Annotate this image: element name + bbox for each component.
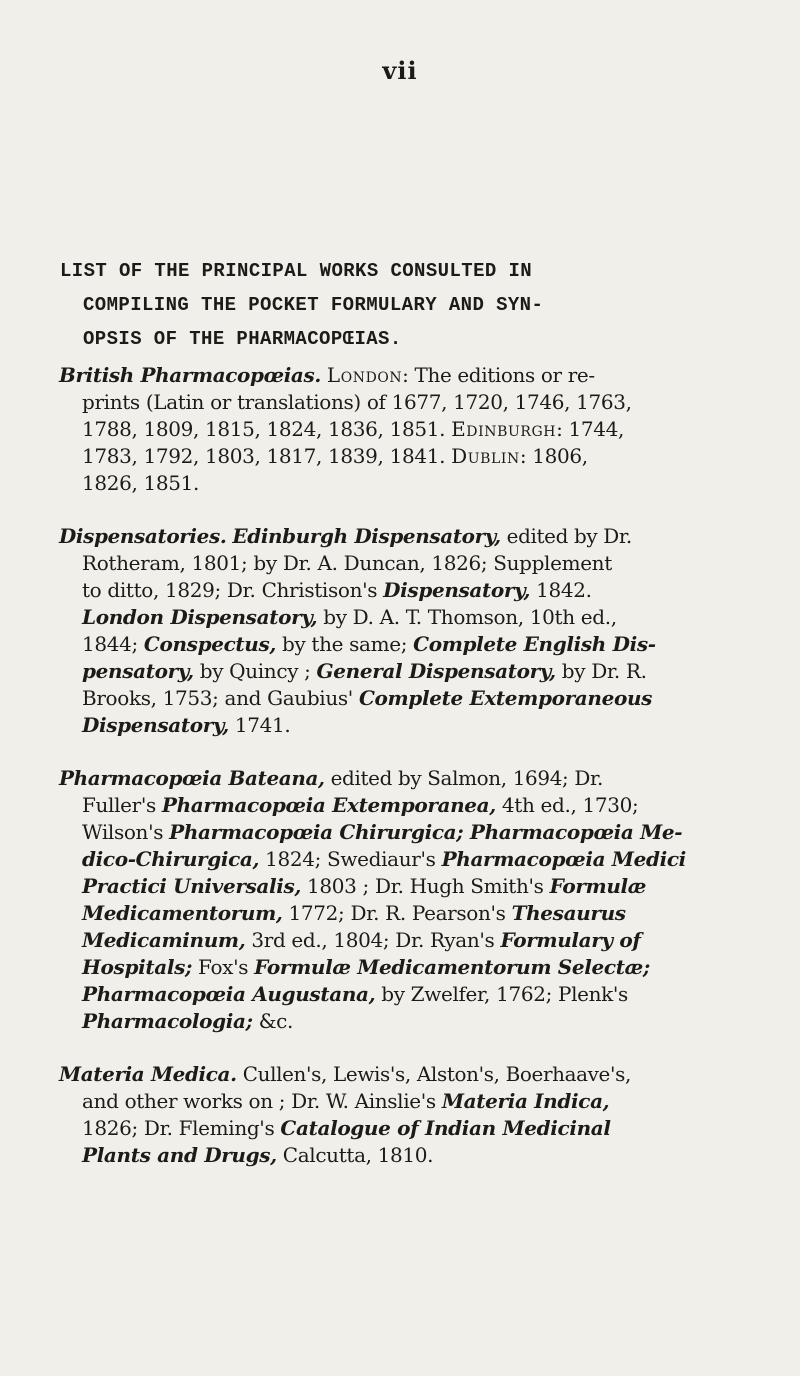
entry-text: 1824; Swediaur's (259, 847, 442, 871)
entry-text: 1772; Dr. R. Pearson's (282, 901, 512, 925)
place-name: Edinburgh (451, 417, 557, 441)
entry-line (82, 792, 766, 819)
entry-text: to ditto, 1829; Dr. Christison's (82, 578, 384, 602)
entry-line (82, 819, 766, 846)
italic-title: pensatory, (82, 659, 194, 683)
entry-line (82, 1115, 766, 1142)
italic-title: Complete Extemporaneous (358, 686, 653, 710)
italic-title: Pharmacopœia Chirurgica; Pharmacopœia Me- (169, 820, 683, 844)
entry-line (82, 470, 766, 497)
entry-line (59, 362, 763, 389)
italic-title: Materia Indica, (441, 1089, 610, 1113)
entry-text: Fox's (192, 955, 255, 979)
italic-title: Formulæ Medicamentorum Selectæ; (254, 955, 650, 979)
entry-line (82, 577, 766, 604)
entry-line (82, 685, 766, 712)
italic-title: Pharmacologia; (82, 1009, 253, 1033)
entry-text: 4th ed., 1730; (495, 793, 639, 817)
entry-line (82, 900, 766, 927)
bibliography-entry (59, 362, 766, 497)
entry-line (82, 443, 766, 470)
entry-text: edited by Dr. (500, 524, 632, 548)
bibliography-entry (59, 765, 766, 1035)
italic-title: British Pharmacopœias. (59, 363, 321, 387)
heading-line: OPSIS OF THE PHARMACOPŒIAS. (83, 328, 402, 350)
italic-title: Conspectus, (143, 632, 277, 656)
entry-text: 1842. (530, 578, 592, 602)
italic-title: Complete English Dis- (413, 632, 656, 656)
entry-line (82, 389, 766, 416)
entry-text: Rotheram, 1801; by Dr. A. Duncan, 1826; Supplement (82, 551, 612, 575)
entry-text: : 1806, (519, 444, 588, 468)
entry-line (82, 1088, 766, 1115)
entry-text: : The editions or re- (402, 363, 595, 387)
entry-text: by the same; (276, 632, 414, 656)
entry-line (82, 846, 766, 873)
italic-title: Pharmacopœia Medici (441, 847, 686, 871)
italic-title: Thesaurus (511, 901, 626, 925)
italic-title: Dispensatory, (383, 578, 531, 602)
bibliography-entry (59, 523, 766, 739)
entry-text: and other works on ; Dr. W. Ainslie's (82, 1089, 442, 1113)
entry-text: 1844; (82, 632, 144, 656)
entry-text: 1803 ; Dr. Hugh Smith's (301, 874, 550, 898)
entry-line (82, 981, 766, 1008)
entry-line (82, 712, 766, 739)
entry-text: by Zwelfer, 1762; Plenk's (375, 982, 628, 1006)
italic-title: Plants and Drugs, (82, 1143, 277, 1167)
italic-title: Formulæ (549, 874, 647, 898)
entry-text: prints (Latin or translations) of 1677, 1720, 1746, 1763, (82, 390, 632, 414)
italic-title: dico-Chirurgica, (82, 847, 260, 871)
entry-line (59, 523, 763, 550)
entry-text: Cullen's, Lewis's, Alston's, Boerhaave's, (236, 1062, 631, 1086)
entry-line (82, 954, 766, 981)
entry-text: 1788, 1809, 1815, 1824, 1836, 1851. (82, 417, 452, 441)
page-number: vii (382, 56, 418, 85)
entry-line (82, 550, 766, 577)
entry-text: 1826; Dr. Fleming's (82, 1116, 281, 1140)
italic-title: London Dispensatory, (82, 605, 318, 629)
heading-line: COMPILING THE POCKET FORMULARY AND SYN- (83, 294, 544, 316)
entry-line (82, 927, 766, 954)
entry-text: Calcutta, 1810. (276, 1143, 434, 1167)
section-heading (60, 254, 760, 356)
italic-title: Practici Universalis, (82, 874, 302, 898)
heading-line: LIST OF THE PRINCIPAL WORKS CONSULTED IN (60, 260, 533, 282)
italic-title: General Dispensatory, (316, 659, 556, 683)
italic-title: Medicaminum, (82, 928, 246, 952)
entry-line (82, 1008, 766, 1035)
place-name: London (326, 363, 403, 387)
entry-line (59, 765, 763, 792)
entry-line (82, 604, 766, 631)
entry-text: 1826, 1851. (82, 471, 200, 495)
italic-title: Pharmacopœia Extemporanea, (161, 793, 496, 817)
entry-text: Fuller's (82, 793, 162, 817)
entry-text: &c. (252, 1009, 294, 1033)
italic-title: Medicamentorum, (82, 901, 283, 925)
italic-title: Dispensatory, (82, 713, 229, 737)
bibliography-list (59, 362, 766, 1195)
entry-text: 1741. (228, 713, 291, 737)
italic-title: Pharmacopœia Augustana, (82, 982, 376, 1006)
entry-text: by D. A. T. Thomson, 10th ed., (317, 605, 617, 629)
entry-text: 1783, 1792, 1803, 1817, 1839, 1841. (82, 444, 452, 468)
entry-line (82, 416, 766, 443)
entry-line (59, 1061, 763, 1088)
entry-text: by Dr. R. (555, 659, 647, 683)
entry-line (82, 658, 766, 685)
entry-text: edited by Salmon, 1694; Dr. (324, 766, 603, 790)
italic-title: Edinburgh Dispensatory, (232, 524, 501, 548)
entry-line (82, 631, 766, 658)
italic-title: Catalogue of Indian Medicinal (280, 1116, 611, 1140)
italic-title: Pharmacopœia Bateana, (59, 766, 325, 790)
entry-text: Wilson's (82, 820, 170, 844)
italic-title: Formulary of (500, 928, 641, 952)
entry-line (82, 1142, 766, 1169)
place-name: Dublin (451, 444, 520, 468)
entry-line (82, 873, 766, 900)
entry-text: : 1744, (556, 417, 625, 441)
italic-title: Hospitals; (82, 955, 193, 979)
italic-title: Materia Medica. (59, 1062, 237, 1086)
entry-text: by Quincy ; (193, 659, 317, 683)
entry-text: Brooks, 1753; and Gaubius' (82, 686, 359, 710)
entry-text: 3rd ed., 1804; Dr. Ryan's (245, 928, 501, 952)
bibliography-entry (59, 1061, 766, 1169)
italic-title: Dispensatories. (59, 524, 227, 548)
